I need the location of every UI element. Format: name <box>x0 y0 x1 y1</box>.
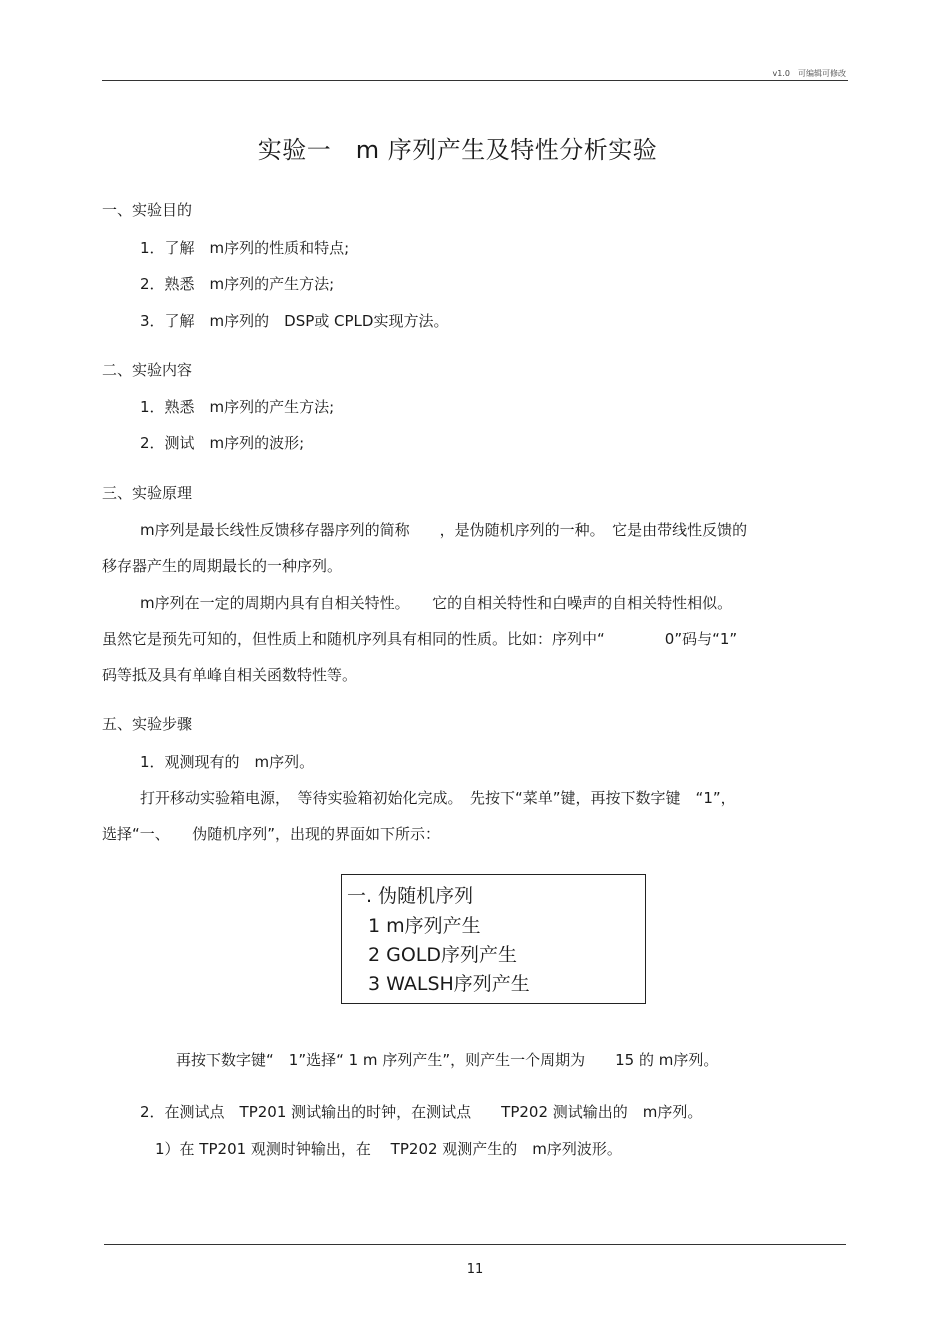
principle-paragraph-line: 码等抵及具有单峰自相关函数特性等。 <box>102 666 358 684</box>
content-item: 2．测试 m序列的波形; <box>140 434 305 452</box>
section-heading-purpose: 一、实验目的 <box>102 201 193 219</box>
step-paragraph-line: 打开移动实验箱电源， 等待实验箱初始化完成。 先按下“菜单”键，再按下数字键 “1”， <box>140 789 736 807</box>
step-title: 1．观测现有的 m序列。 <box>140 753 315 771</box>
header-divider <box>102 80 848 81</box>
menu-option-m-sequence: 1 m序列产生 <box>368 915 481 937</box>
purpose-item: 1．了解 m序列的性质和特点; <box>140 239 350 257</box>
page-number: 11 <box>466 1262 484 1277</box>
principle-paragraph-line: m序列在一定的周期内具有自相关特性。 它的自相关特性和白噪声的自相关特性相似。 <box>140 594 733 612</box>
section-heading-steps: 五、实验步骤 <box>102 715 193 733</box>
step-paragraph-line: 选择“一、 伪随机序列”，出现的界面如下所示： <box>102 825 441 843</box>
principle-paragraph-line: m序列是最长线性反馈移存器序列的简称 ，是伪随机序列的一种。 它是由带线性反馈的 <box>140 521 748 539</box>
footer-divider <box>104 1244 846 1245</box>
step-sub-item: 1）在 TP201 观测时钟输出，在 TP202 观测产生的 m序列波形。 <box>155 1140 622 1158</box>
section-heading-principle: 三、实验原理 <box>102 484 193 502</box>
principle-paragraph-line: 虽然它是预先可知的，但性质上和随机序列具有相同的性质。比如：序列中“ 0”码与“1” <box>102 630 738 648</box>
principle-paragraph-line: 移存器产生的周期最长的一种序列。 <box>102 557 343 575</box>
menu-option-gold-sequence: 2 GOLD序列产生 <box>368 944 518 966</box>
menu-option-walsh-sequence: 3 WALSH序列产生 <box>368 973 530 995</box>
menu-title: 一. 伪随机序列 <box>347 885 474 907</box>
section-heading-content: 二、实验内容 <box>102 361 193 379</box>
page-title: 实验一 m 序列产生及特性分析实验 <box>257 136 658 164</box>
purpose-item: 3．了解 m序列的 DSP或 CPLD实现方法。 <box>140 312 449 330</box>
purpose-item: 2．熟悉 m序列的产生方法; <box>140 275 335 293</box>
step-title: 2．在测试点 TP201 测试输出的时钟，在测试点 TP202 测试输出的 m序列。 <box>140 1103 703 1121</box>
header-version-note: v1.0 可编辑可修改 <box>772 69 846 78</box>
content-item: 1．熟悉 m序列的产生方法; <box>140 398 335 416</box>
device-menu-screen <box>341 874 646 1004</box>
step-paragraph-line: 再按下数字键“ 1”选择“ 1 m 序列产生”，则产生一个周期为 15 的 m序列。 <box>176 1051 719 1069</box>
